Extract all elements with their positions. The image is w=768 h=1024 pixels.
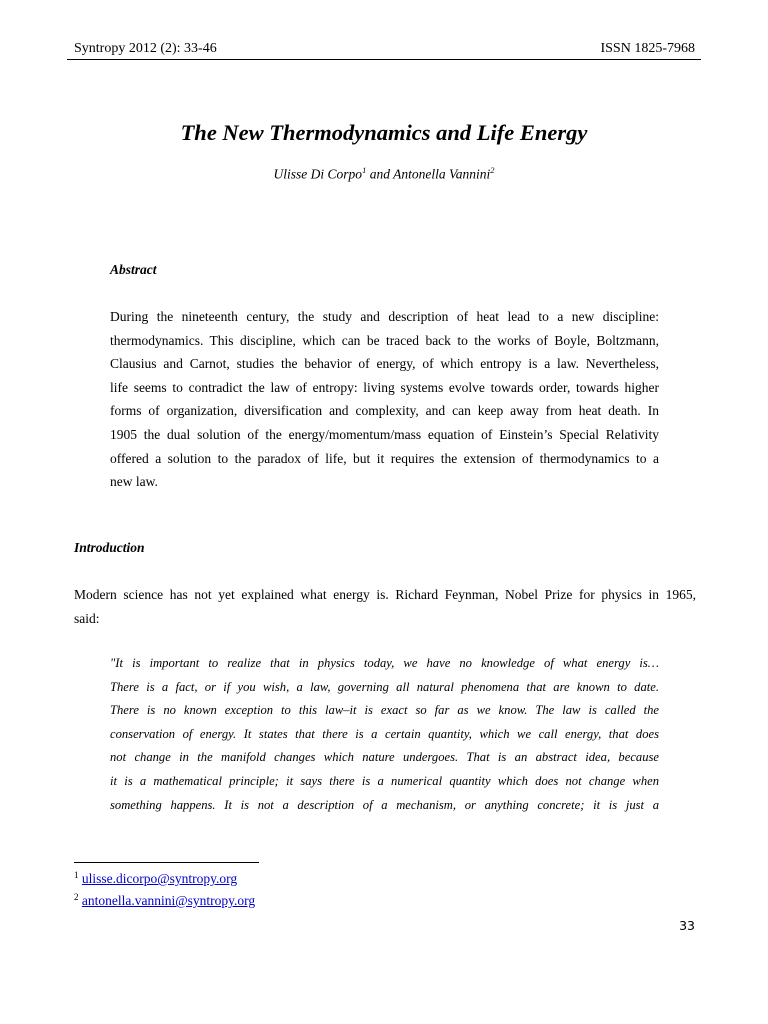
footnote-1 <box>74 866 255 888</box>
abstract-body <box>110 305 659 494</box>
abstract-line: During the nineteenth century, the study and description of heat lead to a new discipline: <box>110 309 659 324</box>
footnote-email-link[interactable]: ulisse.dicorpo@syntropy.org <box>81 871 238 886</box>
abstract-line: thermodynamics. This discipline, which can be traced back to the works of Boyle, Boltzmann, <box>110 332 659 348</box>
abstract-line: new law. <box>110 474 158 490</box>
page-number: 33 <box>679 918 695 933</box>
quote-line: it is a mathematical principle; it says there is a numerical quantity which does not change when <box>110 773 659 788</box>
running-header-left: Syntropy 2012 (2): 33-46 <box>74 41 217 56</box>
quote-line: conservation of energy. It states that there is a certain quantity, which we call energy, that does <box>110 726 659 741</box>
author-1: Ulisse Di Corpo <box>273 166 363 182</box>
abstract-line: offered a solution to the paradox of life, but it requires the extension of thermodynamics to a <box>110 450 659 466</box>
paper-title: The New Thermodynamics and Life Energy <box>180 120 588 145</box>
footnote-2 <box>74 888 255 910</box>
author-line <box>0 165 768 183</box>
footnote-email-link[interactable]: antonella.vannini@syntropy.org <box>81 893 256 908</box>
footnote-mark: 2 <box>74 892 79 902</box>
introduction-body <box>74 583 696 630</box>
quote-line: not change in the manifold changes which nature undergoes. That is an abstract idea, because <box>110 750 659 765</box>
abstract-heading: Abstract <box>110 262 157 277</box>
footnotes <box>74 866 255 910</box>
abstract-line: Clausius and Carnot, studies the behavior of energy, of which entropy is a law. Nevertheless, <box>110 356 659 372</box>
author-1-affiliation-mark: 1 <box>362 165 367 175</box>
abstract-line: forms of organization, diversification and complexity, and can keep away from heat death. In <box>110 403 659 419</box>
header-rule <box>67 59 701 60</box>
abstract-line: life seems to contradict the law of entropy: living systems evolve towards order, towards higher <box>110 379 659 395</box>
author-2: Antonella Vannini <box>393 166 491 182</box>
introduction-line: said: <box>74 610 100 626</box>
footnote-mark: 1 <box>74 870 79 880</box>
feynman-quote <box>110 652 659 817</box>
introduction-line: Modern science has not yet explained what energy is. Richard Feynman, Nobel Prize for physics in 1965, <box>74 587 696 602</box>
quote-line: There is no known exception to this law–it is exact so far as we know. The law is called the <box>110 703 659 718</box>
author-conjunction: and <box>366 166 394 182</box>
quote-line: There is a fact, or if you wish, a law, governing all natural phenomena that are known to date. <box>110 679 659 694</box>
abstract-line: 1905 the dual solution of the energy/momentum/mass equation of Einstein’s Special Relativity <box>110 426 659 442</box>
running-header-right: ISSN 1825-7968 <box>600 41 695 56</box>
footnote-rule <box>74 862 259 863</box>
author-2-affiliation-mark: 2 <box>490 165 495 175</box>
quote-line: "It is important to realize that in physics today, we have no knowledge of what energy is… <box>110 656 659 670</box>
quote-line: something happens. It is not a description of a mechanism, or anything concrete; it is just a <box>110 797 659 812</box>
introduction-heading: Introduction <box>74 540 145 555</box>
